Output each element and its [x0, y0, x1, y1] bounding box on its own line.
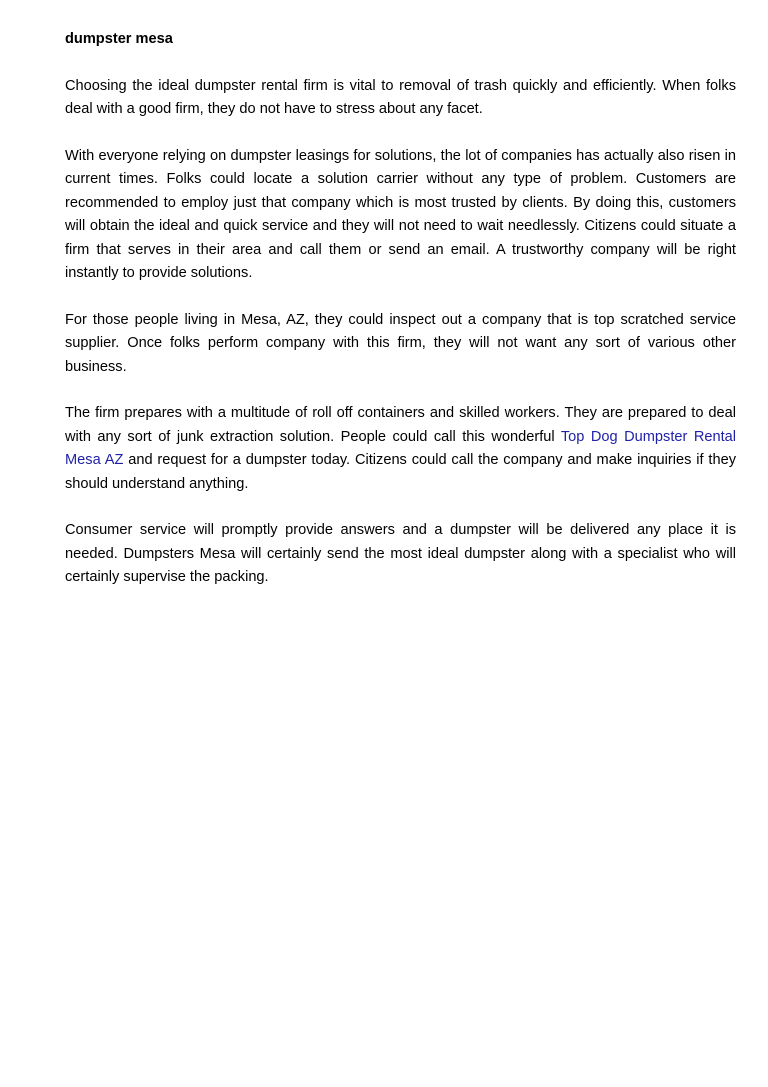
paragraph-4 [65, 402, 736, 496]
paragraph-2: With everyone relying on dumpster leasings for solutions, the lot of companies has actually also risen in current times. Folks could locate a solution carrier without any type of problem. Customers are recommended to employ just that company which is most trusted by clients. By doing this, customers will obtain the ideal and quick service and they will not need to wait needlessly. Citizens could situate a firm that serves in their area and call them or send an email. A trustworthy company will be right instantly to provide solutions. [65, 148, 736, 282]
document-title: dumpster mesa [65, 31, 173, 47]
paragraph-4-text-after: and request for a dumpster today. Citizens could call the company and make inquiries if they should understand anything. [65, 452, 736, 492]
paragraph-1: Choosing the ideal dumpster rental firm is vital to removal of trash quickly and efficiently. When folks deal with a good firm, they do not have to stress about any facet. [65, 77, 736, 118]
document-page [65, 28, 736, 613]
top-dog-dumpster-link[interactable]: Top Dog Dumpster Rental Mesa AZ [65, 428, 736, 469]
paragraph-3: For those people living in Mesa, AZ, they could inspect out a company that is top scratched service supplier. Once folks perform company with this firm, they will not want any sort of various other business. [65, 311, 736, 375]
paragraph-5: Consumer service will promptly provide answers and a dumpster will be delivered any place it is needed. Dumpsters Mesa will certainly send the most ideal dumpster along with a specialist who will certainly supervise the packing. [65, 522, 736, 586]
paragraph-4-text-before: The firm prepares with a multitude of roll off containers and skilled workers. They are prepared to deal with any sort of junk extraction solution. People could call this wonderful [65, 405, 736, 445]
